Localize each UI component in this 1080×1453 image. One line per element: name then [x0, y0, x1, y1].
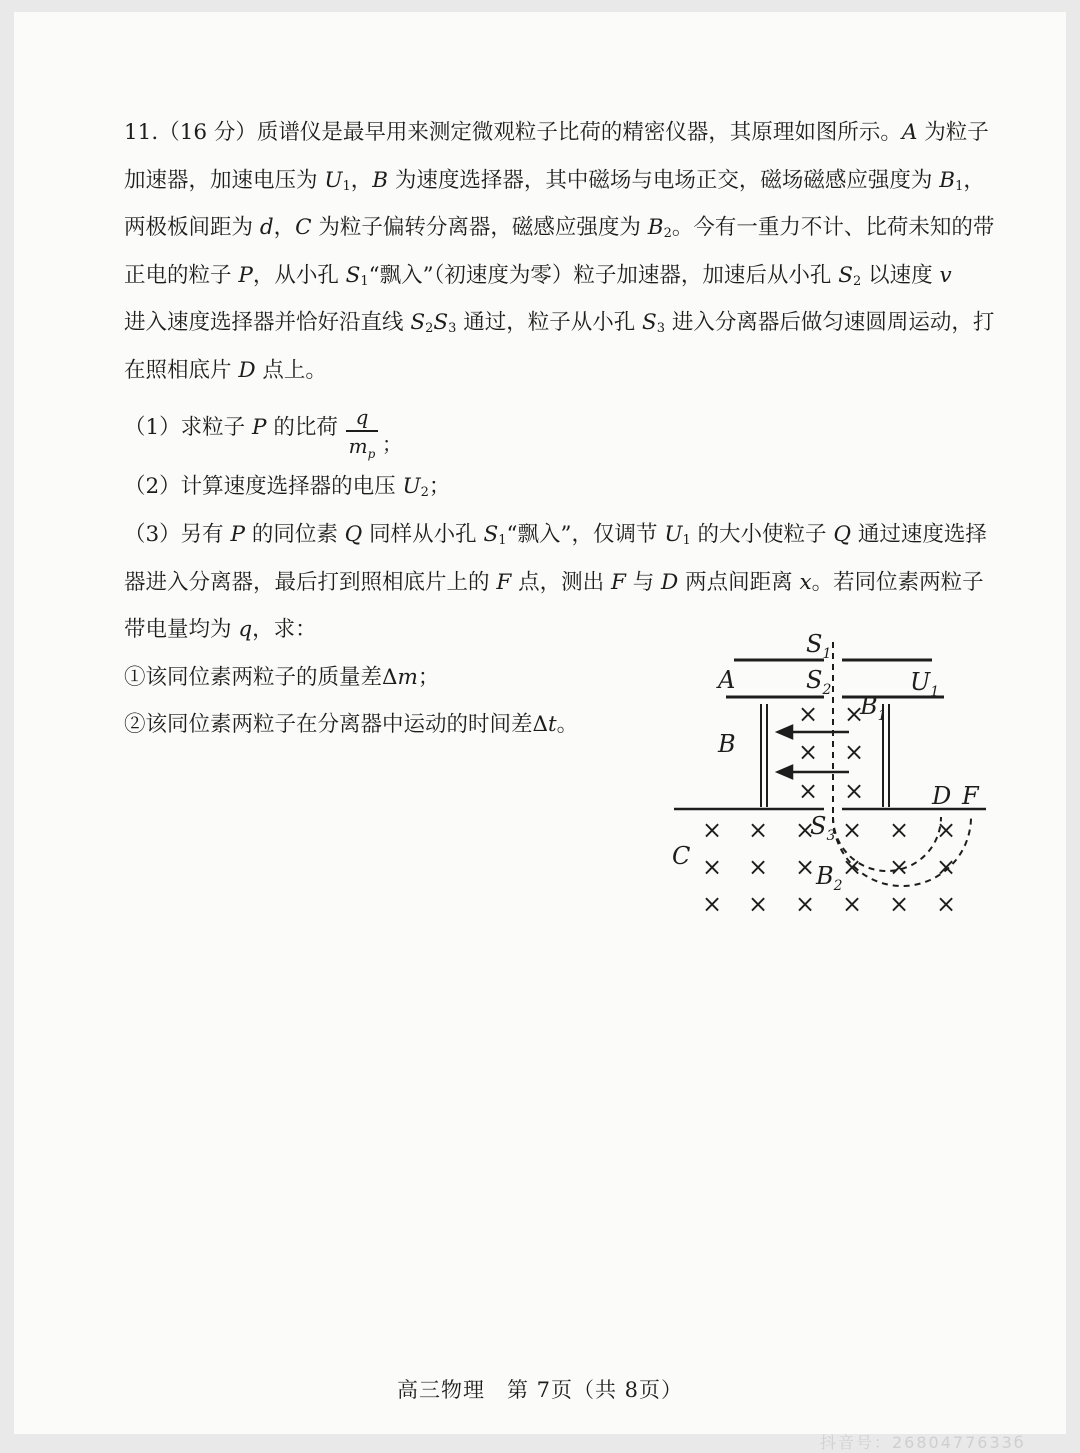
text-segment: 。今有一重力不计、比荷未知的带	[671, 215, 995, 241]
charge-mass-ratio-fraction	[344, 404, 380, 460]
text-segment: 为粒子偏转分离器，磁感应强度为	[311, 215, 648, 241]
text-segment: 两点间距离	[678, 569, 800, 595]
text-segment: v	[939, 262, 952, 288]
text-segment: 以速度	[861, 262, 940, 288]
text-segment: U	[664, 522, 683, 547]
cross-mark: ×	[794, 816, 816, 844]
text-segment: t	[548, 712, 557, 737]
cross-mark: ×	[843, 700, 865, 728]
cross-mark: ×	[935, 890, 957, 918]
text-segment: 与	[625, 569, 662, 595]
cross-mark: ×	[797, 777, 819, 805]
text-segment: ；	[417, 664, 440, 690]
text-segment: 3	[656, 321, 666, 337]
cross-mark: ×	[747, 853, 769, 881]
text-segment: 的大小使粒子	[690, 522, 834, 547]
cross-mark: ×	[935, 816, 957, 844]
text-segment: S	[345, 262, 361, 288]
text-segment: 2	[852, 273, 862, 289]
label-f: F	[962, 782, 979, 810]
text-segment: q	[238, 617, 253, 642]
text-segment: 2	[420, 485, 429, 500]
text-segment: 进入分离器后做匀速圆周运动，打	[665, 310, 995, 336]
text-segment: m	[397, 664, 418, 690]
text-segment: ；	[428, 474, 451, 499]
text-segment: ②该同位素两粒子在分离器中运动的时间差Δ	[124, 712, 549, 737]
text-segment: 同样从小孔	[362, 522, 484, 547]
text-segment: 点，测出	[511, 569, 611, 595]
problem-line	[124, 474, 450, 506]
text-segment: 加速器，加速电压为	[124, 167, 325, 193]
text-segment: 的同位素	[244, 522, 345, 547]
text-segment: “飘入”，仅调节	[506, 522, 665, 547]
problem-line	[124, 570, 984, 596]
text-segment: 1	[955, 178, 964, 194]
label-a: A	[718, 666, 736, 694]
text-segment: （3）另有	[124, 522, 231, 547]
text-segment: B	[372, 167, 389, 193]
label-b1: $B_1$	[860, 692, 887, 724]
selector-magnetic-crosses	[798, 700, 864, 805]
cross-mark: ×	[841, 853, 863, 881]
problem-line	[124, 358, 327, 384]
cross-mark: ×	[888, 890, 910, 918]
text-segment: F	[496, 569, 512, 595]
fraction-numerator: q	[355, 405, 369, 429]
text-segment: “飘入”（初速度为零）粒子加速器，加速后从小孔	[368, 262, 839, 288]
text-segment: B	[647, 215, 664, 241]
watermark-text: 抖音号：2680477633б	[820, 1433, 1026, 1452]
cross-mark: ×	[747, 890, 769, 918]
cross-mark: ×	[841, 890, 863, 918]
text-segment: 为粒子	[917, 120, 989, 145]
problem-line	[124, 665, 439, 691]
text-segment: 带电量均为	[124, 617, 239, 642]
problem-line	[124, 522, 987, 554]
text-segment: C	[295, 215, 312, 241]
text-segment: ，求：	[252, 617, 317, 642]
cross-mark: ×	[701, 890, 723, 918]
text-segment: ，从小孔	[252, 262, 346, 288]
text-segment: P	[238, 262, 253, 288]
text-segment: P	[230, 522, 245, 547]
text-segment: 正电的粒子	[124, 262, 239, 288]
selector-left-plate	[761, 704, 767, 807]
text-segment: U	[324, 167, 343, 193]
text-segment: S	[433, 310, 449, 336]
text-segment: 2	[425, 321, 434, 337]
text-segment: ，	[963, 167, 985, 193]
text-segment: 进入速度选择器并恰好沿直线	[124, 310, 411, 336]
text-segment: S	[410, 310, 426, 336]
cross-mark: ×	[843, 738, 865, 766]
mass-spectrometer-diagram	[654, 612, 1014, 932]
cross-mark: ×	[747, 816, 769, 844]
text-segment: Q	[344, 522, 363, 547]
text-segment: 。若同位素两粒子	[811, 569, 984, 595]
text-segment: S	[642, 310, 657, 336]
label-u1: $U_1$	[910, 668, 940, 700]
text-segment: ①该同位素两粒子的质量差Δ	[124, 664, 398, 690]
exam-page	[14, 12, 1066, 1434]
text-segment: 的比荷	[266, 415, 338, 440]
text-segment: ，	[350, 167, 373, 193]
cross-mark: ×	[794, 853, 816, 881]
text-segment: S	[838, 262, 853, 288]
text-segment: B	[939, 167, 956, 193]
label-s1: $S_1$	[806, 630, 832, 662]
label-c: C	[672, 842, 691, 870]
problem-line	[124, 310, 994, 342]
text-segment: 两极板间距为	[124, 215, 260, 241]
text-segment: 3	[448, 321, 457, 337]
fraction-semicolon: ；	[382, 432, 402, 456]
text-segment: S	[483, 522, 499, 547]
text-segment: D	[238, 358, 256, 383]
text-segment: 2	[663, 226, 672, 242]
cross-mark: ×	[794, 890, 816, 918]
cross-mark: ×	[888, 816, 910, 844]
text-segment: F	[610, 569, 626, 595]
text-segment: （2）计算速度选择器的电压	[124, 474, 403, 499]
text-segment: 为速度选择器，其中磁场与电场正交，磁场磁感应强度为	[388, 167, 940, 193]
text-segment: （1）求粒子	[124, 415, 253, 440]
text-segment: 11.（16 分）质谱仪是最早用来测定微观粒子比荷的精密仪器，其原理如图所示。	[124, 120, 902, 145]
text-segment: A	[901, 120, 918, 145]
problem-line	[124, 617, 317, 643]
text-segment: 1	[342, 178, 351, 194]
label-b: B	[718, 730, 736, 758]
text-segment: d	[259, 215, 274, 241]
cross-mark: ×	[701, 816, 723, 844]
text-segment: 通过速度选择	[851, 522, 987, 547]
text-segment: 1	[682, 533, 691, 548]
label-s2: $S_2$	[806, 666, 832, 698]
cross-mark: ×	[797, 700, 819, 728]
text-segment: 通过，粒子从小孔	[456, 310, 643, 336]
cross-mark: ×	[843, 777, 865, 805]
text-segment: U	[402, 474, 421, 499]
text-segment: 1	[360, 273, 369, 289]
label-b2: $B_2$	[816, 862, 843, 894]
problem-line	[124, 168, 985, 200]
problem-line	[124, 712, 578, 738]
cross-mark: ×	[797, 738, 819, 766]
label-d: D	[932, 782, 952, 810]
cross-mark: ×	[841, 816, 863, 844]
text-segment: P	[252, 415, 267, 440]
label-s3: $S_3$	[810, 812, 836, 844]
cross-mark: ×	[888, 853, 910, 881]
text-segment: x	[799, 569, 812, 595]
page-footer: 高三物理 第 7页（共 8页）	[396, 1378, 684, 1402]
text-segment: 器进入分离器，最后打到照相底片上的	[124, 569, 497, 595]
text-segment: 1	[498, 533, 507, 548]
text-segment: Q	[833, 522, 852, 547]
text-segment: 。	[556, 712, 579, 737]
text-segment: 在照相底片	[124, 358, 239, 383]
text-segment: D	[661, 569, 679, 595]
problem-line	[124, 263, 952, 295]
text-segment: 点上。	[255, 358, 327, 383]
fraction-denominator: $m_p$	[348, 434, 376, 461]
cross-mark: ×	[701, 853, 723, 881]
text-segment: ，	[273, 215, 296, 241]
problem-line	[124, 215, 994, 247]
problem-line	[124, 415, 338, 441]
problem-line	[124, 120, 989, 146]
cross-mark: ×	[935, 853, 957, 881]
